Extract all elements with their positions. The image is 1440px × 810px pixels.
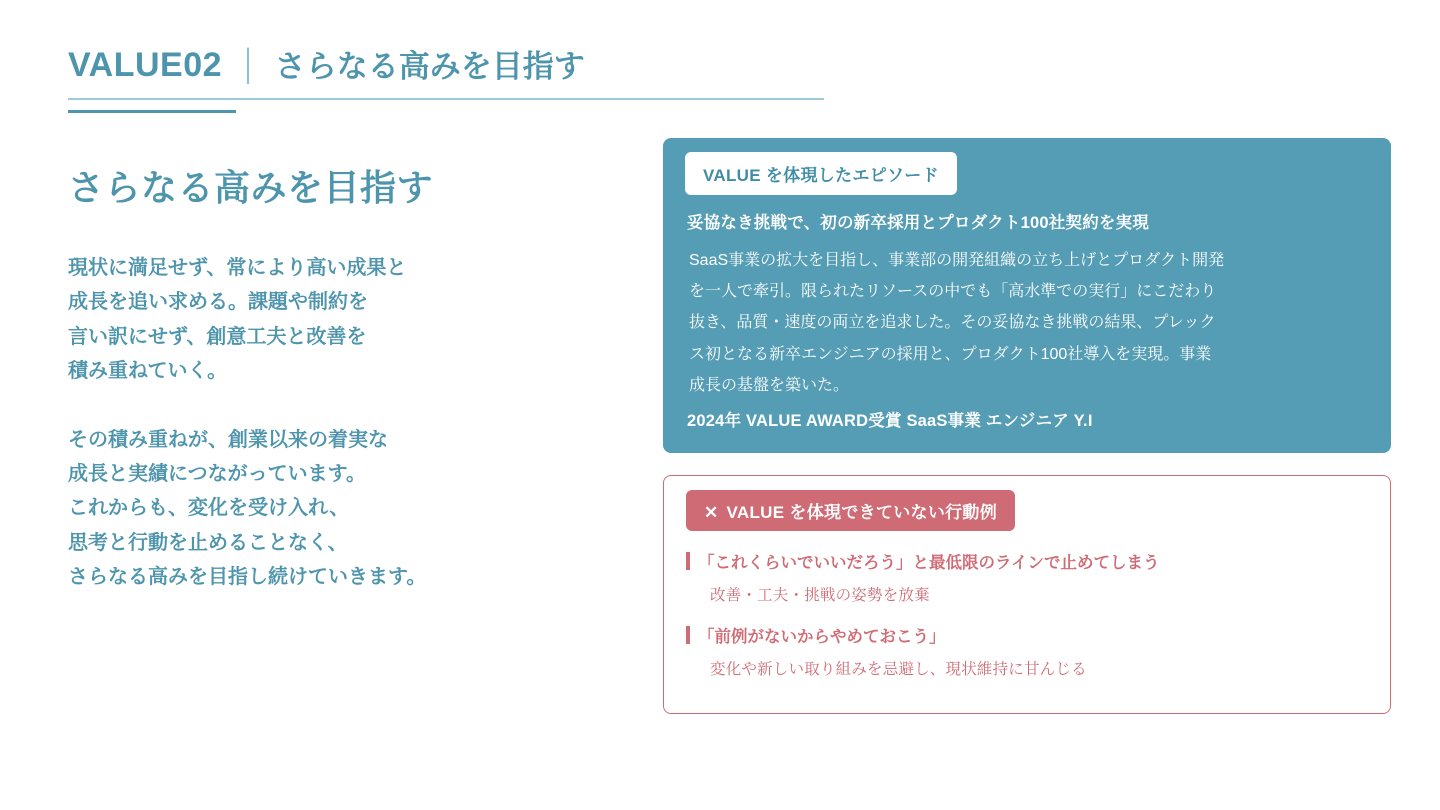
- anti-pattern-item-sub: 変化や新しい取り組みを忌避し、現状維持に甘んじる: [710, 660, 1087, 678]
- value-description-2-line: これからも、変化を受け入れ、: [68, 497, 350, 520]
- header-row: [68, 48, 824, 82]
- bar-marker-icon: [686, 626, 690, 644]
- anti-pattern-card-tag: [686, 490, 1015, 531]
- episode-credit: 2024年 VALUE AWARD受賞 SaaS事業 エンジニア Y.I: [687, 411, 1093, 430]
- value-description-1-line: 言い訳にせず、創意工夫と改善を: [68, 325, 367, 348]
- anti-pattern-item: [686, 623, 1368, 679]
- value-description-2: [68, 423, 628, 595]
- episode-body-line: ス初となる新卒エンジニアの採用と、プロダクト100社導入を実現。事業: [689, 345, 1212, 363]
- anti-pattern-item: [686, 549, 1368, 605]
- anti-pattern-item-title: 「これくらいでいいだろう」と最低限のラインで止めてしまう: [698, 553, 1160, 572]
- header-kicker: VALUE02: [68, 46, 223, 84]
- right-column: [663, 138, 1391, 714]
- value-description-1-line: 積み重ねていく。: [68, 360, 228, 383]
- value-description-1: [68, 251, 628, 389]
- page-title: さらなる高みを目指す: [274, 49, 585, 84]
- anti-pattern-item-title: 「前例がないからやめておこう」: [698, 627, 946, 646]
- value-description-1-line: 現状に満足せず、常により高い成果と: [68, 257, 407, 279]
- value-description-1-line: 成長を追い求める。課題や制約を: [68, 291, 368, 314]
- value-description-2-line: 成長と実績につながっています。: [68, 462, 366, 485]
- header-rule: [68, 98, 824, 100]
- slide-header: [68, 48, 824, 100]
- value-heading: さらなる高みを目指す: [68, 167, 434, 208]
- episode-body-line: を一人で牽引。限られたリソースの中でも「高水準での実行」にこだわり: [689, 283, 1217, 301]
- episode-headline: 妥協なき挑戦で、初の新卒採用とプロダクト100社契約を実現: [687, 214, 1149, 232]
- anti-pattern-card-tag-label: VALUE を体現できていない行動例: [726, 502, 998, 522]
- episode-card-tag: VALUE を体現したエピソード: [685, 152, 957, 195]
- episode-card: [663, 138, 1391, 453]
- left-column: [68, 160, 628, 629]
- episode-body-line: SaaS事業の拡大を目指し、事業部の開発組織の立ち上げとプロダクト開発: [689, 252, 1225, 269]
- anti-pattern-item-title-row: [686, 549, 1368, 573]
- value-description-2-line: さらなる高みを目指し続けていきます。: [68, 566, 427, 589]
- value-description-2-line: その積み重ねが、創業以来の着実な: [68, 428, 388, 451]
- episode-body: [689, 245, 1369, 401]
- bar-marker-icon: [686, 552, 690, 570]
- episode-body-line: 成長の基盤を築いた。: [689, 376, 850, 394]
- cross-icon: ✕: [704, 502, 719, 522]
- anti-pattern-item-sub: 改善・工夫・挑戦の姿勢を放棄: [710, 586, 930, 604]
- episode-body-line: 抜き、品質・速度の両立を追求した。その妥協なき挑戦の結果、プレック: [689, 314, 1216, 332]
- header-divider: │: [240, 49, 259, 82]
- anti-pattern-item-title-row: [686, 623, 1368, 647]
- header-rule-accent: [68, 110, 236, 113]
- value-description-2-line: 思考と行動を止めることなく、: [68, 531, 348, 554]
- anti-pattern-card: [663, 475, 1391, 714]
